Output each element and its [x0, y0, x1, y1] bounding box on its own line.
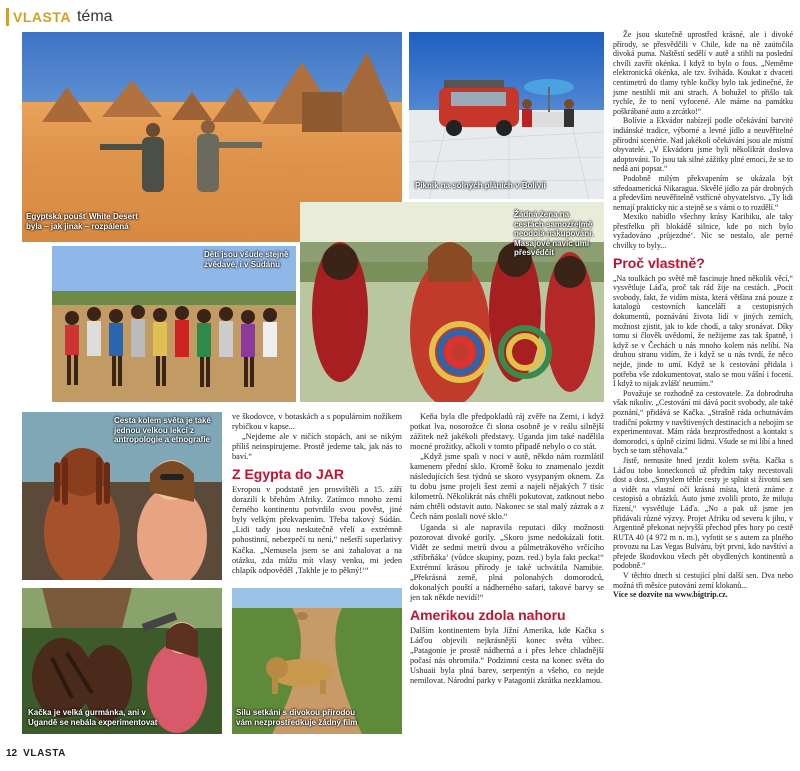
paragraph: „Na toulkách po světě mě fascinuje hned několik věcí,“ vysvětluje Láďa, proč tak rád žije na cestách. „Pocit svobody, fakt, že vidím místa, která většina zná pouze z katalogů cestovních kanceláří a cestopisných dokumentů, poznávání života lidí v jiných zemích, možnost zjistit, jak to kde chodí, a taky sronávat. Díky tomu si člověk uvědomí, že nežijeme zas tak špatně, i když se v Čechách u nás mnoho kolem nás nelíbí. Na druhou stranu vidím, že i když se u nás tvrdí, že něco nejde, jinde to umí. Když se k cestování přidala i potřeba vše zdokumentovat, stalo se mou vášní i focení. I když to nijak zvlášť neumím.“: [613, 273, 793, 389]
article-column-3: [613, 30, 793, 600]
paragraph: Podobně milým překvapením se ukázala být středoamerická Nikaragua. Skvělé jídlo za pár drobných a především neuvěřitelně vstřícné obyvatelstvo. „Ty lidi nemají prakticky nic a stejně se s vámi o to rozdělí.“: [613, 173, 793, 212]
page-footer: [6, 748, 66, 759]
section-title: téma: [76, 8, 113, 25]
paragraph: Keňa byla dle předpokladů ráj zvěře na Zemi, i když potkat lva, nosorožce či slona osobně je v reálu silnější zážitek než jakékoli představy. Uganda jim také nadělila mocné prožitky, ačkoli v tomto případě nebylo o co stát.: [410, 412, 604, 452]
paragraph: Bolívie a Ekvádor nabízejí podle očekávání barvité indiánské tradice, výborné a levné jídlo a neuvěřitelné přírodní scenérie. Nad jakékoli očekávání jsou ale místní obyvatelé. „V Ekvádoru jsme byli několikrát doslova adoptováni. To jsou tak silné zážitky plné emocí, že se to nedá ani popsat.“: [613, 116, 793, 174]
subheading-why: Proč vlastně?: [613, 254, 705, 271]
salt-flats-photo: [409, 32, 604, 199]
lion-caption: Silu setkání s divokou přírodou vám nezprostředkuje žádný film: [236, 708, 358, 727]
paragraph: V těchto dnech si cestující plní další sen. Dva nebo možná tři měsíce putování zemí klokanů...: [613, 571, 793, 590]
children-photo: [52, 246, 296, 402]
paragraph: Mexiko nabídlo všechny krásy Karibiku, ale taky přestřelku při blokádě silnice, kde po nich bylo vyžadováno ‚průjezdné‘. Nic se nestalo, ale perné chvilky to byly...: [613, 212, 793, 251]
footer-magazine: VLASTA: [23, 748, 66, 759]
himba-photo: [22, 412, 222, 580]
paragraph: „Nejdeme ale v ničích stopách, ani se nikým příliš neinspirujeme. Prostě jedeme tak, jak nás to baví.“: [232, 432, 402, 462]
gourmet-caption: Kačka je velká gurmánka, ani v Ugandě se nebála experimentovat: [28, 708, 158, 727]
paragraph: Dalším kontinentem byla Jižní Amerika, kde Kačka s Láďou objevili nejkrásnější konec světa vůbec. „Patagonie je prostě nádherná a i přes lehce chladnější počasí nás ohromila.“ Podzimní cesta na konec světa do Ushuaii byla plná barev, serpentýn a všeho, co nejde nemilovat. Národní parky v Patagonii zkrátka nezklamou.: [410, 625, 604, 686]
women-caption: Žádná žena na cestách samozřejmě neodolá nakupování. Masajové navíc umí přesvědčit: [514, 210, 594, 257]
himba-caption: Cesta kolem světa je také jednou velkou lekcí z antropologie a etnografie: [114, 416, 211, 444]
paragraph: Považuje se rozhodně za cestovatele. Za dobrodruha však nikoliv. „Cestování mi dává pocit svobody, ale také poznání,“ přidává se Kačka. „Strašně ráda ochutnávám tradiční pokrmy v navštívených destinacích a nebojím se experimentovat. Mám ráda bezprostřednost a kontakt s domorodci, s úplně cizími lidmi. Všude se mi líbí a hned bych se tam stěhovala.“: [613, 388, 793, 456]
lion-photo: [232, 588, 402, 734]
paragraph: ve škodovce, v botaskách a s populárním nožíkem rybičkou v kapse...: [232, 412, 402, 432]
desert-caption: Egyptská poušť White Desert byla – jak jinak – rozpálená: [26, 212, 138, 231]
paragraph: Evropou v podstatě jen prosvištěli a 15. září dorazili k břehům Afriky. Zatímco mnoho zemí černého kontinentu potvrdilo svou pověst, jiné byly velkým překvapením. Třeba takový Súdán. „Lidi tady jsou neskutečně vřelí a extrémně pohostinní, nebezpečí tu není,“ nešetří superlativy Kačka. „Nemusela jsem se ani zahalovat a na otázku, zda můžu mít vlasy venku, mi jeden chlapík odpověděl ‚Takhle je to pěkný!‘“: [232, 485, 402, 575]
subheading-america: Amerikou zdola nahoru: [410, 606, 566, 623]
masai-photo: [300, 202, 604, 402]
article-column-1: [232, 412, 402, 576]
paragraph: Že jsou skutečně uprostřed krásné, ale i divoké přírody, se přesvědčili v Chile, kde na ně zaútočila divoká puma. Naštěstí sedělí v autě a stihli na poslední chvíli zavřít okénka. I když to bylo o fous. „Neměme elektronická okénka, ale tzv. šviháda. Koukat z dvaceti centimetrů do tlamy tyhle kočky bylo tak jedinečné, že jsme nestihli mít ani strach. A bohužel to přišlo tak rychle, že to není vyfocené. Ale máme na památku poškrábané auto a zrcátko!“: [613, 30, 793, 116]
page-number: 12: [6, 748, 18, 759]
header-bar: [6, 8, 9, 26]
paragraph: Jistě, nemusíte hned jezdit kolem světa. Kačka s Láďou tobo koneckonců už předtím taky necestovali dost a dost. „Smyslem téhle cesty je splnit si životní sen a vidět na vlastní oči krásná místa, která známe z cestopisů a obrázků. Auto jsme zvolili proto, že miluju řízení,“ vysvětluje Láďa. „No a pak už jsme jen přidávali různé výzvy. Projet Afriku od severu k jihu, v Argentině překonat nejvyšší přechod přes hory po cestě RUTA 40 (4 972 m n. m.), vyfotit se s autem za plného provozu na Las Vegas Bulváru, být prvni, kdo navštíví a přejede škodovkou všech pět obydlených kontinentů a podobně.“: [613, 455, 793, 571]
paragraph: Uganda si ale napravila reputaci díky možnosti pozorovat divoké gorily. „Skoro jsme nedokázali fotit. Vidět ze sedmi metrů dvou a půlmetrákového vrčícího ‚stříbrňáka‘ (vůdce skupiny, pozn. red.) byla fakt pecka!“ Extrémní krásou přírody je také uchvátila Namibie. „Překrásná země, plná polonahých domorodců, dokonalých pouští a nádherného safari, takové barvy se jen tak někde nevidí!“: [410, 522, 604, 602]
article-column-2: [410, 412, 604, 686]
salt-caption: Piknik na solných pláních v Bolívii: [415, 181, 546, 190]
section-header: [6, 6, 113, 28]
subheading-egypt: Z Egypta do JAR: [232, 466, 345, 483]
website-link[interactable]: Více se dozvíte na www.bigtrip.cz.: [613, 590, 728, 600]
magazine-name: VLASTA: [13, 9, 71, 25]
gourmet-photo: [22, 588, 222, 734]
children-caption: Děti jsou všude stejně zvědavé, i v Súdánu: [204, 250, 289, 269]
paragraph: „Když jsme spali v noci v autě, někdo nám rozmlátil kamenem přední sklo. Kromě šoku to znamenalo jezdit následujících šest týdnů se skoro vysypaným oknem. Za tu dobu jsme projeli šest zemí a najeli nějakých 7 tisíc kilometrů. Několikrát nás chtěli pokutovat, zatknout nebo nám chtěli odstavit auto. Nakonec se stal malý zázrak a z Čech nám poslali nové sklo.“: [410, 452, 604, 522]
